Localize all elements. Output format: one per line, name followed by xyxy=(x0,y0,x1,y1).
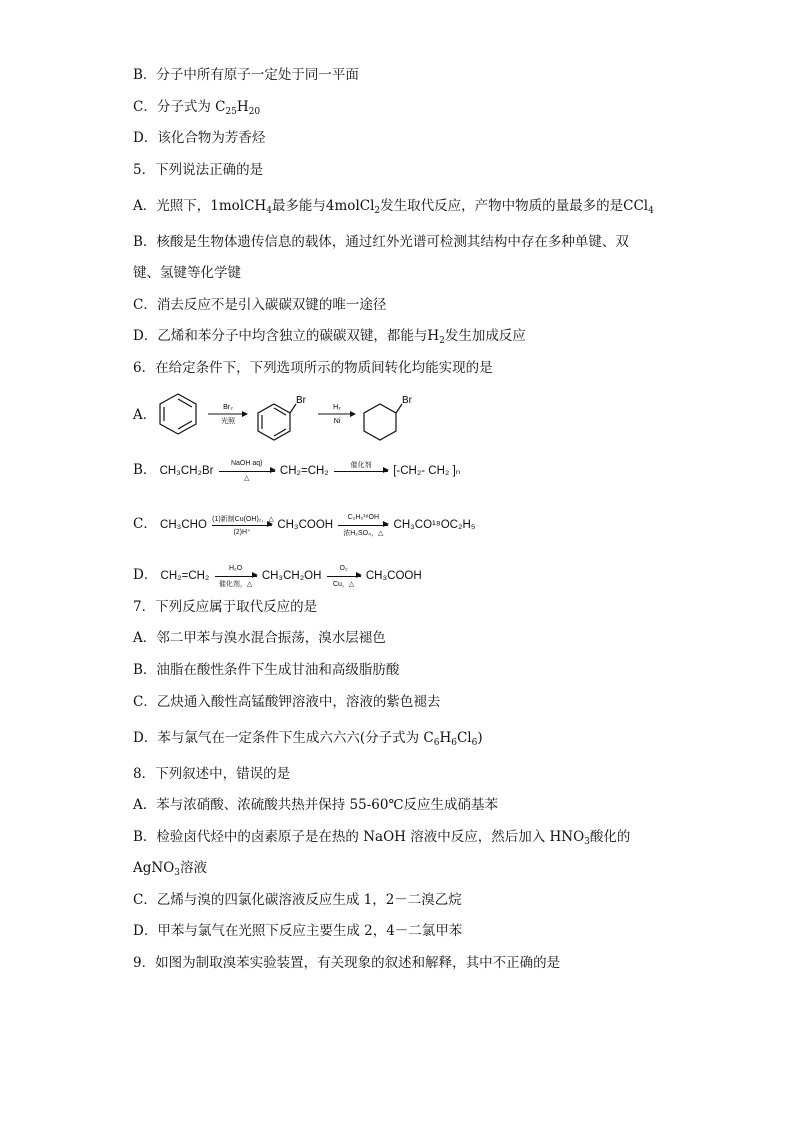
q8-option-d: D．甲苯与氯气在光照下反应主要生成 2，4－二氯甲苯 xyxy=(133,923,463,939)
q5-option-c: C．消去反应不是引入碳碳双键的唯一途径 xyxy=(133,297,387,313)
q8-stem: 8．下列叙述中，错误的是 xyxy=(133,766,291,782)
q4-option-b: B．分子中所有原子一定处于同一平面 xyxy=(133,67,359,83)
q5-option-a: A．光照下，1molCH$_4$最多能与4molCl$_2$发生取代反应，产物中物质的量最多的是CCl$_4$ xyxy=(133,198,654,216)
bromobenzene-structure xyxy=(258,404,296,440)
q8-option-b: B．检验卤代烃中的卤素原子是在热的 NaOH 溶液中反应，然后加入 $HNO_3$酸化的 xyxy=(133,829,631,847)
q6b-product: [-CH₂- CH₂ ]ₙ xyxy=(393,465,461,477)
arrow-a2-down: Ni xyxy=(333,418,341,425)
q6c-intermediate: CH₃COOH xyxy=(277,519,334,531)
arrow-a1-up: Br₂ xyxy=(223,404,233,411)
bromocyclohexane-structure xyxy=(364,404,402,440)
arrow-a2-up: H₂ xyxy=(333,404,341,411)
q6b-reactant: CH₃CH₂Br xyxy=(159,465,214,477)
q6d-intermediate: CH₃CH₂OH xyxy=(261,570,322,582)
q6a-label: A． xyxy=(133,407,157,423)
q6d-arrow-2: $\frac{\text{O₂}}{Cu,\triangle}$ xyxy=(327,575,361,577)
q8-option-b-cont: AgNO$_3$溶液 xyxy=(133,860,208,878)
benzene-structure xyxy=(160,394,196,434)
br-label-2: Br xyxy=(402,395,412,406)
q4-option-d: D．该化合物为芳香烃 xyxy=(133,130,266,146)
q5-option-d: D．乙烯和苯分子中均含独立的碳碳双键，都能与$H_2$发生加成反应 xyxy=(133,328,526,346)
q6-stem: 6．在给定条件下，下列选项所示的物质间转化均能实现的是 xyxy=(133,360,493,376)
q7-option-d: D．苯与氯气在一定条件下生成六六六(分子式为 $C_6H_6Cl_6$) xyxy=(133,730,483,748)
q6b-arrow-1: NaOH aq) △ xyxy=(219,470,275,472)
q7-option-a: A．邻二甲苯与溴水混合振荡，溴水层褪色 xyxy=(133,630,386,646)
q6c-product: CH₃CO¹⁸OC₂H₅ xyxy=(393,519,476,531)
br-label-1: Br xyxy=(296,395,306,406)
q6b-intermediate: CH₂=CH₂ xyxy=(279,465,329,477)
q5-option-b: B．核酸是生物体遗传信息的载体，通过红外光谱可检测其结构中存在多种单键、双 xyxy=(133,234,629,250)
q6d-arrow-1: H₂O 催化剂，△ xyxy=(215,575,257,577)
q6c-arrow-1: (1)新制Cu(OH)₂，△ (2)H⁺ xyxy=(212,515,274,536)
q6-option-d xyxy=(133,563,422,588)
q5-option-b-cont: 键、氢键等化学键 xyxy=(133,265,241,281)
arrow-a1-down: 光照 xyxy=(221,417,235,425)
q7-option-c: C．乙炔通入酸性高锰酸钾溶液中，溶液的紫色褪去 xyxy=(133,694,441,710)
q7-stem: 7．下列反应属于取代反应的是 xyxy=(133,599,318,615)
q6d-label: D． xyxy=(133,567,158,583)
q6c-label: C． xyxy=(133,516,157,532)
q6c-reactant: CH₃CHO xyxy=(160,519,207,531)
q9-stem: 9．如图为制取溴苯实验装置，有关现象的叙述和解释，其中不正确的是 xyxy=(133,955,561,971)
q4-option-c: C．分子式为 $C_{25}H_{20}$ xyxy=(133,99,261,117)
q6d-product: CH₃COOH xyxy=(365,570,422,582)
q8-option-a: A．苯与浓硝酸、浓硫酸共热并保持 55-60℃反应生成硝基苯 xyxy=(133,797,499,813)
q6b-arrow-2: 催化剂 xyxy=(334,470,388,472)
q6c-arrow-2: C₂H₅¹⁸OH 浓H₂SO₄，△ xyxy=(338,524,388,526)
q7-option-b: B．油脂在酸性条件下生成甘油和高级脂肪酸 xyxy=(133,662,400,678)
q6-option-c xyxy=(133,512,476,537)
reaction-scheme-a xyxy=(150,390,430,442)
q6b-label: B． xyxy=(133,462,157,478)
q6d-reactant: CH₂=CH₂ xyxy=(160,570,210,582)
q8-option-c: C．乙烯与溴的四氯化碳溶液反应生成 1，2－二溴乙烷 xyxy=(133,892,462,908)
q6-option-b xyxy=(133,458,461,482)
q5-stem: 5．下列说法正确的是 xyxy=(133,162,264,178)
